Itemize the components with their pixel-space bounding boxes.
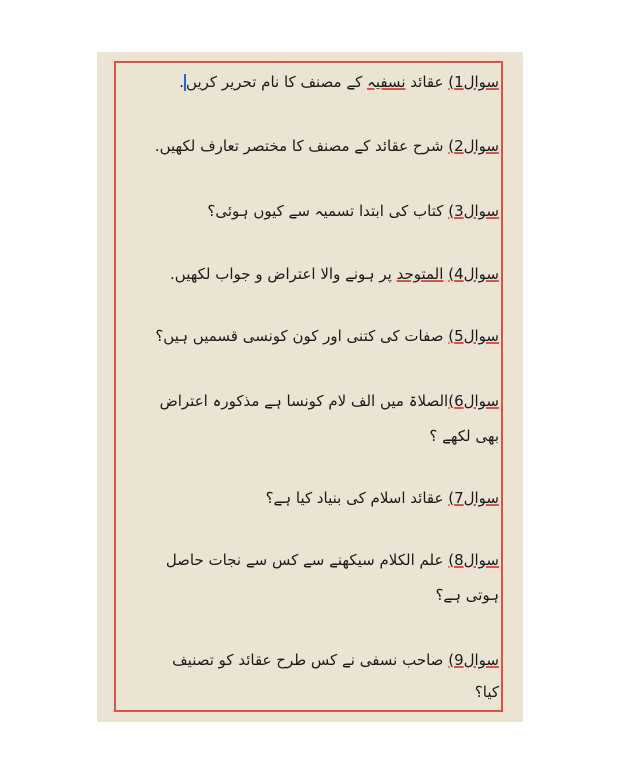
question-8-line-2: ہوتی ہے؟ (435, 586, 499, 604)
question-1-number: سوال1) (448, 73, 499, 91)
question-3: سوال3) کتاب کی ابتدا تسمیہ سے کیوں ہوئی؟ (207, 202, 499, 220)
question-9-line-2: کیا؟ (474, 683, 499, 701)
question-6: سوال6)الصلاۃ میں الف لام کونسا ہے مذکورہ اعتراض (159, 392, 499, 410)
red-border-frame (114, 61, 503, 712)
question-7-number: سوال7) (448, 489, 499, 507)
question-6-line-2: بھی لکھے ؟ (429, 427, 499, 445)
question-5: سوال5) صفات کی کتنی اور کون کونسی قسمیں ہیں؟ (155, 327, 499, 345)
question-8-number: سوال8) (448, 551, 499, 569)
question-9: سوال9) صاحب نسفی نے کس طرح عقائد کو تصنیف (172, 651, 499, 669)
question-2: سوال2) شرح عقائد کے مصنف کا مختصر تعارف لکھیں. (154, 137, 499, 155)
question-4: سوال4) المتوحد پر ہونے والا اعتراض و جواب لکھیں. (170, 265, 499, 283)
question-2-number: سوال2) (448, 137, 499, 155)
question-8: سوال8) علم الکلام سیکھنے سے کس سے نجات حاصل (165, 551, 499, 569)
question-9-number: سوال9) (448, 651, 499, 669)
question-6-number: سوال6) (448, 392, 499, 410)
question-3-number: سوال3) (448, 202, 499, 220)
question-1: سوال1) عقائد نسفیہ کے مصنف کا نام تحریر کریں. (179, 73, 499, 91)
question-7: سوال7) عقائد اسلام کی بنیاد کیا ہے؟ (265, 489, 499, 507)
question-4-number: سوال4) (448, 265, 499, 283)
question-5-number: سوال5) (448, 327, 499, 345)
